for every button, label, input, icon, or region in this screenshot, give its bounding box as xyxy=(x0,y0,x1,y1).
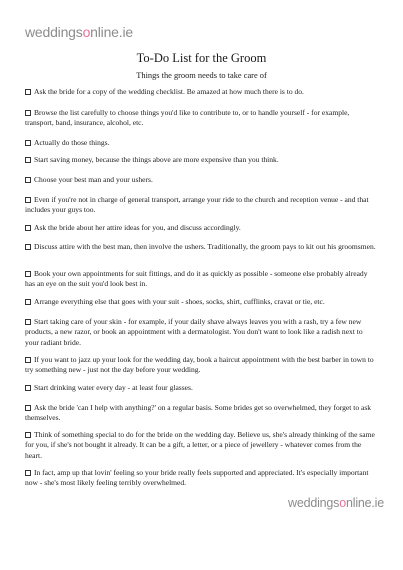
item-text: If you want to jazz up your look for the wedding day, book a haircut appointment with the best barber in town to try something new - just not the day before your wedding. xyxy=(25,355,374,375)
item-text: Start drinking water every day - at least four glasses. xyxy=(34,383,193,392)
item-text: Ask the bride 'can I help with anything?' on a regular basis. Some brides get so overwhelmed, they forget to ask themselves. xyxy=(25,403,372,423)
brand-o: o xyxy=(82,24,91,40)
brand-text: weddings xyxy=(288,496,340,510)
item-text: In fact, amp up that lovin' feeling so your bride really feels supported and appreciated. It's especially important now - she's most likely feeling terribly overwhelmed. xyxy=(25,468,369,488)
checkbox-icon[interactable] xyxy=(25,319,31,325)
list-item xyxy=(25,317,377,348)
list-item xyxy=(25,430,377,461)
checkbox-icon[interactable] xyxy=(25,157,31,163)
list-item xyxy=(25,175,377,185)
list-item xyxy=(25,403,377,424)
item-text: Start saving money, because the things above are more expensive than you think. xyxy=(34,155,279,164)
list-item xyxy=(25,269,377,290)
brand-logo-bottom xyxy=(288,496,384,510)
checkbox-icon[interactable] xyxy=(25,470,31,476)
checkbox-icon[interactable] xyxy=(25,89,31,95)
item-text: Browse the list carefully to choose things you'd like to contribute to, or to handle yourself - for example, transport, band, insurance, alcohol, etc. xyxy=(25,108,350,128)
brand-o: o xyxy=(339,496,346,510)
list-item xyxy=(25,195,377,216)
item-text: Ask the bride about her attire ideas for you, and discuss accordingly. xyxy=(34,223,241,232)
item-text: Start taking care of your skin - for example, if your daily shave always leaves you with a rash, try a few new products, a new razor, or book an appointment with a dermatologist. You don't want to look like a radish next to your radiant bride. xyxy=(25,317,363,347)
item-text: Book your own appointments for suit fittings, and do it as quickly as possible - someone else probably already has an eye on the suit you'd look best in. xyxy=(25,269,368,289)
checkbox-icon[interactable] xyxy=(25,140,31,146)
brand-text: .ie xyxy=(118,24,133,40)
checkbox-icon[interactable] xyxy=(25,110,31,116)
checkbox-icon[interactable] xyxy=(25,385,31,391)
item-text: Choose your best man and your ushers. xyxy=(34,175,153,184)
brand-logo-top xyxy=(25,24,133,40)
item-text: Arrange everything else that goes with your suit - shoes, socks, shirt, cufflinks, cravat or tie, etc. xyxy=(34,297,325,306)
list-item xyxy=(25,383,377,393)
item-text: Discuss attire with the best man, then involve the ushers. Traditionally, the groom pays to kit out his groomsmen. xyxy=(34,242,376,251)
item-text: Even if you're not in charge of general transport, arrange your ride to the church and reception venue - and that includes your guys too. xyxy=(25,195,369,215)
checkbox-icon[interactable] xyxy=(25,432,31,438)
list-item xyxy=(25,223,377,233)
list-item xyxy=(25,355,377,376)
brand-text: nline xyxy=(345,496,372,510)
checkbox-icon[interactable] xyxy=(25,357,31,363)
list-item xyxy=(25,242,377,252)
page-title: To-Do List for the Groom xyxy=(136,51,267,65)
checkbox-icon[interactable] xyxy=(25,244,31,250)
list-item xyxy=(25,138,377,148)
list-item xyxy=(25,155,377,165)
brand-text: .ie xyxy=(371,496,385,510)
checkbox-icon[interactable] xyxy=(25,299,31,305)
item-text: Actually do those things. xyxy=(34,138,110,147)
checkbox-icon[interactable] xyxy=(25,225,31,231)
list-item xyxy=(25,87,377,97)
checkbox-icon[interactable] xyxy=(25,271,31,277)
checkbox-icon[interactable] xyxy=(25,177,31,183)
brand-text: nline xyxy=(90,24,119,40)
checkbox-icon[interactable] xyxy=(25,197,31,203)
item-text: Ask the bride for a copy of the wedding checklist. Be amazed at how much there is to do. xyxy=(34,87,304,96)
item-text: Think of something special to do for the bride on the wedding day. Believe us, she's already thinking of the same for you, if she's not bought it already. It can be a gift, a letter, or a piece of jewellery - whatever comes from the heart. xyxy=(25,430,375,460)
brand-text: weddings xyxy=(25,24,83,40)
checkbox-icon[interactable] xyxy=(25,405,31,411)
list-item xyxy=(25,108,377,129)
page-subtitle: Things the groom needs to take care of xyxy=(136,71,267,80)
list-item xyxy=(25,297,377,307)
list-item xyxy=(25,468,377,489)
